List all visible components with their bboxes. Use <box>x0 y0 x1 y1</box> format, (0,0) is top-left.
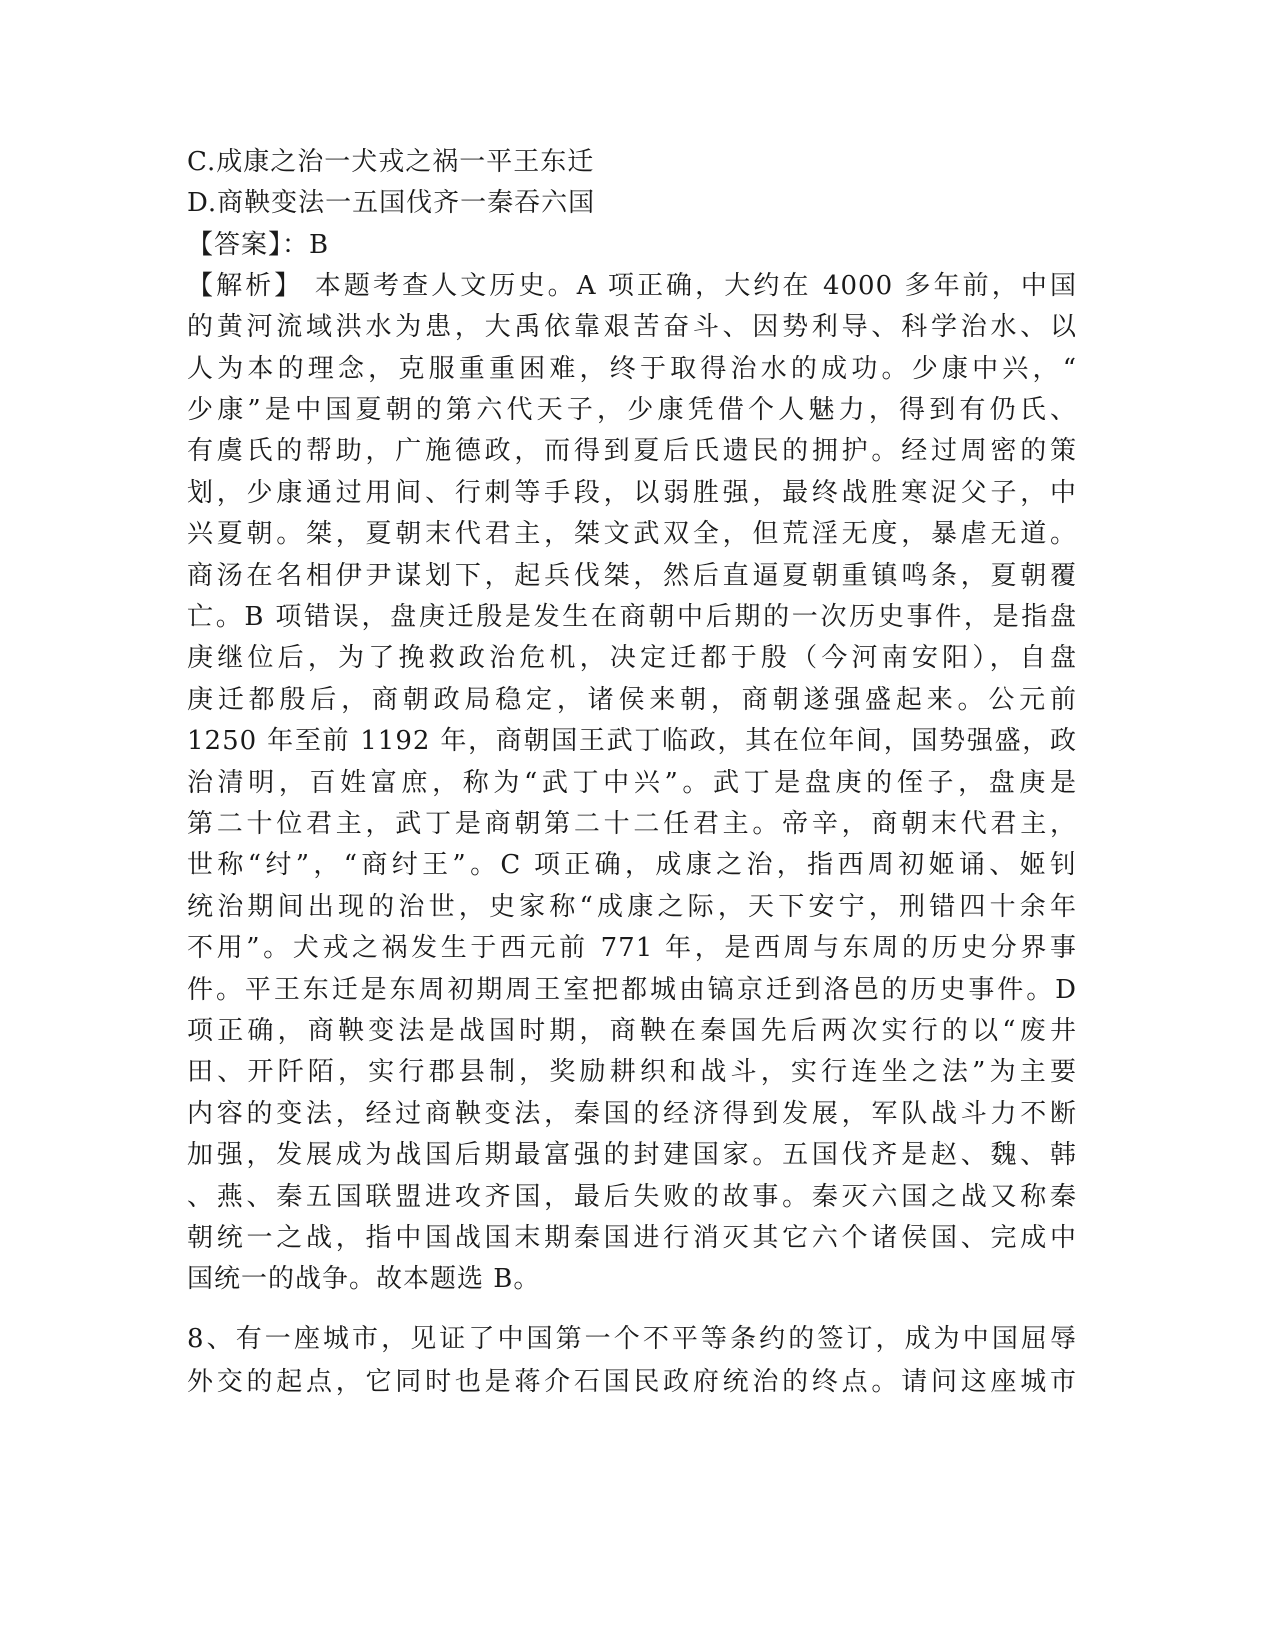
analysis-line: 的黄河流域洪水为患，大禹依靠艰苦奋斗、因势利导、科学治水、以 <box>187 312 1077 342</box>
analysis-line: 庚继位后，为了挽救政治危机，决定迁都于殷（今河南安阳），自盘 <box>187 643 1077 673</box>
analysis-line: 【解析】 本题考查人文历史。A 项正确，大约在 4000 多年前，中国 <box>187 271 1077 301</box>
analysis-line: 统治期间出现的治世，史家称“成康之际，天下安宁，刑错四十余年 <box>187 892 1077 922</box>
analysis-line: 不用”。犬戎之祸发生于西元前 771 年，是西周与东周的历史分界事 <box>187 933 1077 963</box>
analysis-line: 治清明，百姓富庶，称为“武丁中兴”。武丁是盘庚的侄子，盘庚是 <box>187 768 1077 798</box>
analysis-line: 内容的变法，经过商鞅变法，秦国的经济得到发展，军队战斗力不断 <box>187 1099 1077 1129</box>
analysis-line: 人为本的理念，克服重重困难，终于取得治水的成功。少康中兴，“ <box>187 354 1077 384</box>
analysis-line: 第二十位君主，武丁是商朝第二十二任君主。帝辛，商朝末代君主， <box>187 809 1077 839</box>
analysis-line: 庚迁都殷后，商朝政局稳定，诸侯来朝，商朝遂强盛起来。公元前 <box>187 685 1077 715</box>
analysis-line: 商汤在名相伊尹谋划下，起兵伐桀，然后直逼夏朝重镇鸣条，夏朝覆 <box>187 561 1077 591</box>
analysis-line: 件。平王东迁是东周初期周王室把都城由镐京迁到洛邑的历史事件。D <box>187 975 1077 1005</box>
analysis-line: 、燕、秦五国联盟进攻齐国，最后失败的故事。秦灭六国之战又称秦 <box>187 1182 1077 1212</box>
analysis-line: 划，少康通过用间、行刺等手段，以弱胜强，最终战胜寒浞父子，中 <box>187 478 1077 508</box>
analysis-line: 亡。B 项错误，盘庚迁殷是发生在商朝中后期的一次历史事件，是指盘 <box>187 602 1077 632</box>
option-d: D.商鞅变法一五国伐齐一秦吞六国 <box>187 188 596 218</box>
option-c: C.成康之治一犬戎之祸一平王东迁 <box>187 147 595 177</box>
analysis-line: 项正确，商鞅变法是战国时期，商鞅在秦国先后两次实行的以“废井 <box>187 1016 1077 1046</box>
analysis-line: 田、开阡陌，实行郡县制，奖励耕织和战斗，实行连坐之法”为主要 <box>187 1057 1077 1087</box>
question-line: 外交的起点，它同时也是蒋介石国民政府统治的终点。请问这座城市 <box>187 1367 1077 1397</box>
analysis-line: 兴夏朝。桀，夏朝末代君主，桀文武双全，但荒淫无度，暴虐无道。 <box>187 519 1077 549</box>
analysis-line: 世称“纣”，“商纣王”。C 项正确，成康之治，指西周初姬诵、姬钊 <box>187 850 1077 880</box>
analysis-line: 加强，发展成为战国后期最富强的封建国家。五国伐齐是赵、魏、韩 <box>187 1140 1077 1170</box>
question-line: 8、有一座城市，见证了中国第一个不平等条约的签订，成为中国屈辱 <box>187 1324 1077 1354</box>
analysis-line: 1250 年至前 1192 年，商朝国王武丁临政，其在位年间，国势强盛，政 <box>187 726 1077 756</box>
answer-line: 【答案】：B <box>187 230 330 260</box>
analysis-line: 朝统一之战，指中国战国末期秦国进行消灭其它六个诸侯国、完成中 <box>187 1223 1077 1253</box>
analysis-line: 国统一的战争。故本题选 B。 <box>187 1264 541 1294</box>
analysis-line: 少康”是中国夏朝的第六代天子，少康凭借个人魅力，得到有仍氏、 <box>187 395 1077 425</box>
analysis-line: 有虞氏的帮助，广施德政，而得到夏后氏遗民的拥护。经过周密的策 <box>187 436 1077 466</box>
